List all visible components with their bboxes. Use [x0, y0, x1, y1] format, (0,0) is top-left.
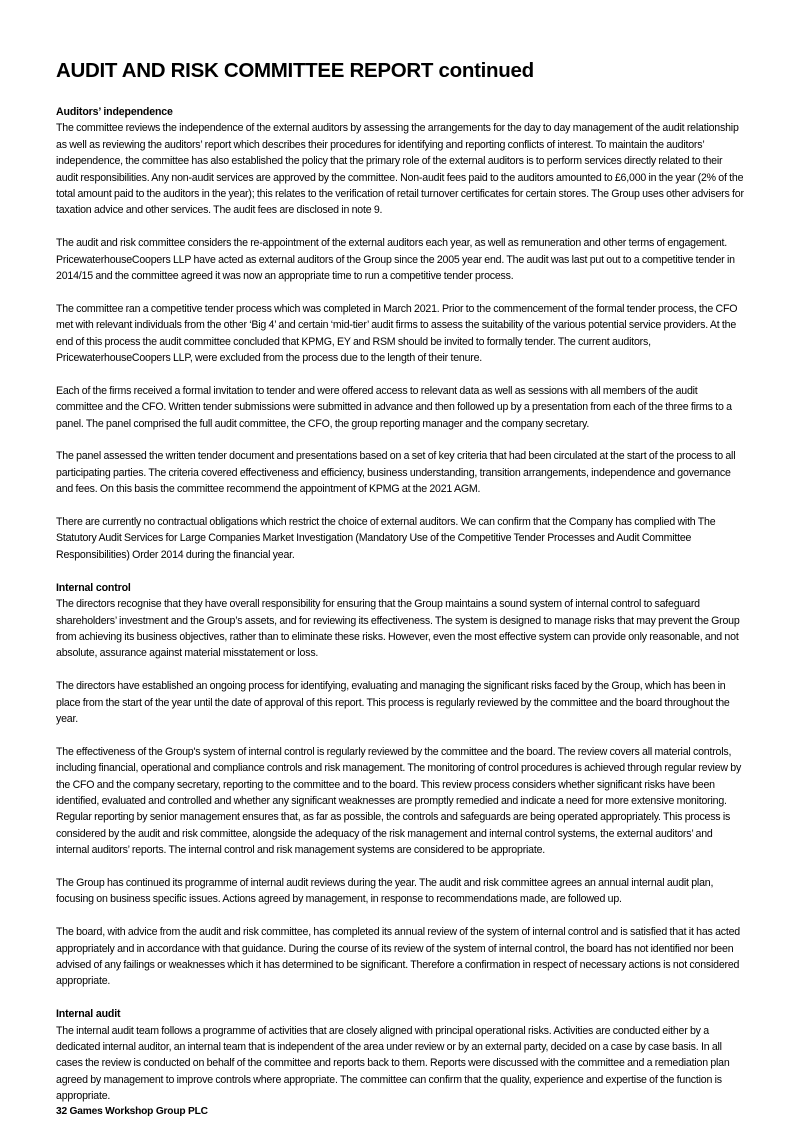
paragraph: The internal audit team follows a programme of activities that are closely aligned with principal operational risks. Activities are conducted either by a dedicated internal auditor, an internal team that is independent of the area under review or by an external party, decided on a case by case basis. In all cases the review is conducted on behalf of the committee and reports back to them. Reports were discussed with the committee and a remediation plan agreed by management to improve controls where appropriate. The committee can confirm that the quality, experience and expertise of the function is appropriate. — [56, 1024, 730, 1103]
page-footer: 32 Games Workshop Group PLC — [56, 1105, 208, 1117]
section-heading: Internal audit — [56, 1008, 121, 1021]
section-heading: Auditors’ independence — [56, 106, 173, 118]
document-page — [56, 58, 746, 1119]
section-internal-control — [56, 580, 746, 990]
section-heading: Internal control — [56, 581, 131, 594]
paragraph: There are currently no contractual obligations which restrict the choice of external auditors. We can confirm that the Company has complied with The Statutory Audit Services for Large Companies Market Investigation (Mandatory Use of the Competitive Tender Processes and Audit Committee Responsibilities) Order 2014 during the financial year. — [56, 516, 716, 561]
paragraph: The Group has continued its programme of internal audit reviews during the year. The audit and risk committee agrees an annual internal audit plan, focusing on business specific issues. Actions agreed by management, in response to recommendations made, are followed up. — [56, 876, 714, 906]
paragraph: The board, with advice from the audit and risk committee, has completed its annual review of the system of internal control and is satisfied that it has acted appropriately and in accordance with that guidance. During the course of its review of the system of internal control, the board has not identified nor been advised of any failings or weaknesses which it has determined to be significant. Therefore a confirmation in respect of necessary actions is not considered appropriate. — [56, 926, 740, 988]
section-auditors-independence — [56, 104, 746, 563]
paragraph: The directors recognise that they have overall responsibility for ensuring that the Group maintains a sound system of internal control to safeguard shareholders’ investment and the Group’s assets, and for reviewing its effectiveness. The system is designed to manage risks that may prevent the Group from achieving its business objectives, rather than to eliminate these risks. However, even the most effective system can provide only reasonable, and not absolute, assurance against material misstatement or loss. — [56, 598, 740, 660]
section-internal-audit — [56, 1006, 746, 1104]
paragraph: The audit and risk committee considers the re-appointment of the external auditors each year, as well as remuneration and other terms of engagement. PricewaterhouseCoopers LLP have acted as external auditors of the Group since the 2005 year end. The audit was last put out to a competitive tender in 2014/15 and the committee agreed it was now an appropriate time to run a competitive tender process. — [56, 237, 735, 283]
paragraph: The committee ran a competitive tender process which was completed in March 2021. Prior to the commencement of the formal tender process, the CFO met with relevant individuals from the other ‘Big 4’ and certain ‘mid-tier’ audit firms to assess the suitability of the various potential service providers. At the end of this process the audit committee concluded that KPMG, EY and RSM should be invited to formally tender. The current auditors, PricewaterhouseCoopers LLP, were excluded from the process due to the length of their tenure. — [56, 302, 738, 365]
paragraph: Each of the firms received a formal invitation to tender and were offered access to relevant data as well as sessions with all members of the audit committee and the CFO. Written tender submissions were submitted in advance and then followed up by a presentation from each of the three firms to a panel. The panel comprised the full audit committee, the CFO, the group reporting manager and the company secretary. — [56, 384, 732, 430]
paragraph: The panel assessed the written tender document and presentations based on a set of key criteria that had been circulated at the start of the process to all participating parties. The criteria covered effectiveness and efficiency, business understanding, transition arrangements, independence and governance and fees. On this basis the committee recommend the appointment of KPMG at the 2021 AGM. — [56, 450, 736, 496]
paragraph: The committee reviews the independence of the external auditors by assessing the arrangements for the day to day management of the audit relationship as well as reviewing the auditors’ report which describes their procedures for identifying and reporting conflicts of interest. To maintain the auditors’ independence, the committee has also established the policy that the primary role of the external auditors is to perform services directly related to their audit responsibilities. Any non-audit services are approved by the committee. Non-audit fees paid to the auditors amounted to £6,000 in the year (2% of the total amount paid to the auditors in the year); this relates to the verification of retail turnover certificates for certain stores. The Group uses other advisers for taxation advice and other services. The audit fees are disclosed in note 9. — [56, 122, 744, 217]
page-title: AUDIT AND RISK COMMITTEE REPORT continued — [56, 59, 534, 82]
paragraph: The directors have established an ongoing process for identifying, evaluating and managing the significant risks faced by the Group, which has been in place from the start of the year until the date of approval of this report. This process is regularly reviewed by the committee and the board throughout the year. — [56, 680, 730, 725]
paragraph: The effectiveness of the Group's system of internal control is regularly reviewed by the committee and the board. The review covers all material controls, including financial, operational and compliance controls and risk management. The monitoring of control procedures is achieved through regular review by the CFO and the company secretary, reporting to the committee and to the board. This review process considers whether significant risks have been identified, evaluated and controlled and whether any significant weaknesses are promptly remedied and indicate a need for more extensive monitoring. Regular reporting by senior management ensures that, as far as possible, the controls and safeguards are being operated appropriately. This process is considered by the audit and risk committee, alongside the adequacy of the risk management and internal control systems, the external auditors’ and internal auditors’ reports. The internal control and risk management systems are considered to be appropriate. — [56, 745, 742, 857]
